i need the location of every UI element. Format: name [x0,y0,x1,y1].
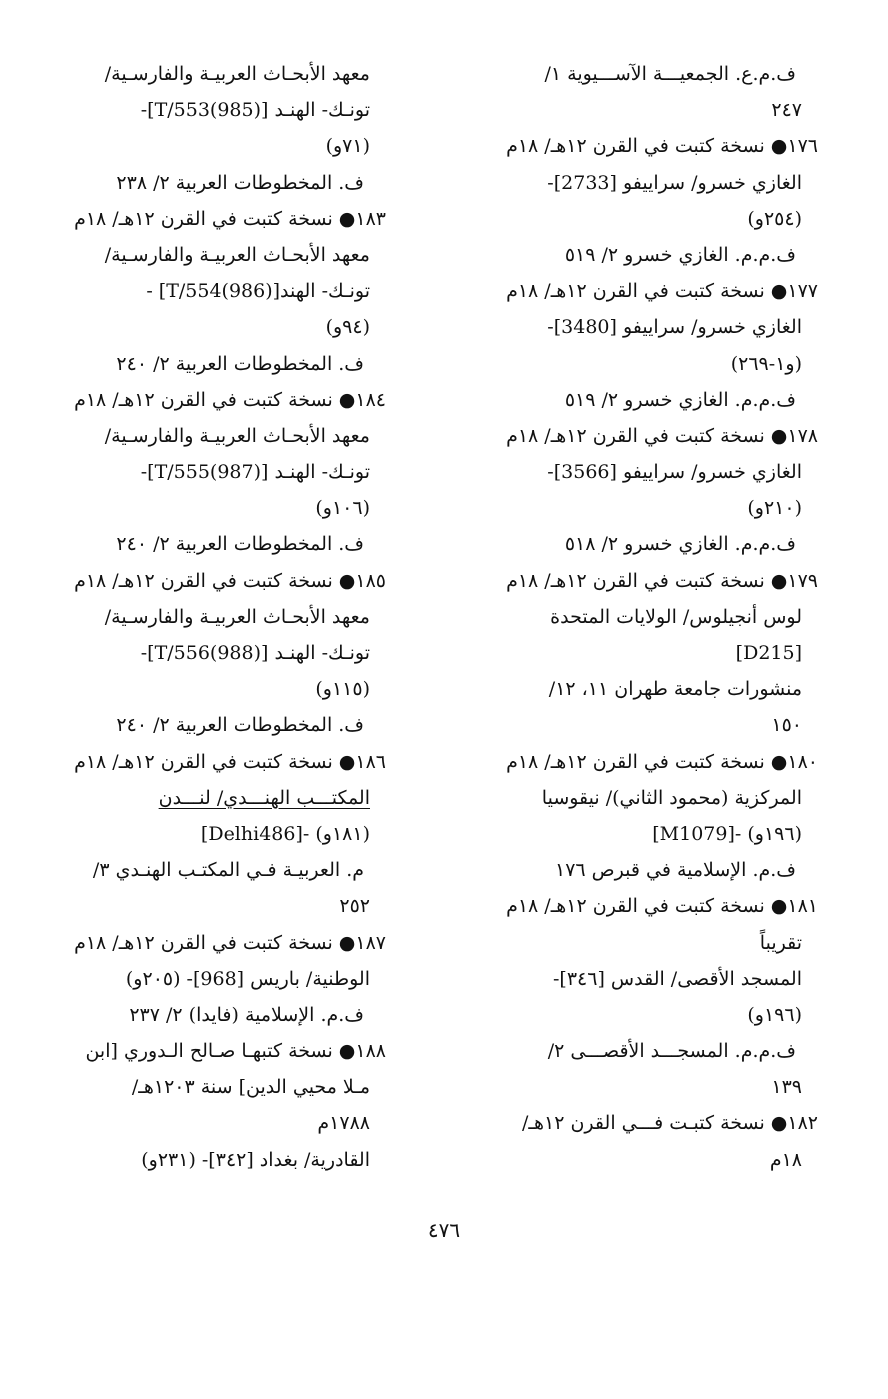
text-line: ٢٥٢ [339,895,370,918]
text-line: الوطنية/ باريس [968]- (٢٠٥و) [125,967,370,990]
text-line: ١٨م [769,1148,802,1171]
text-line: ف. المخطوطات العربية ٢/ ٢٤٠ [116,352,364,375]
text-line: المسجد الأقصى/ القدس [٣٤٦]- [553,967,802,990]
text-line: تونـك- الهنـد [T/555(987)]- [140,461,370,484]
text-line: ١٥٠ [771,714,802,737]
text-line: ف. المخطوطات العربية ٢/ ٢٤٠ [116,714,364,737]
text-line: القادرية/ بغداد [٣٤٢]- (٢٣١و) [141,1148,370,1171]
text-line: (١٠٦و) [315,497,370,520]
text-line: ١٨٧● نسخة كتبت في القرن ١٢هـ/ ١٨م [74,931,386,954]
text-line: ١٨١● نسخة كتبت في القرن ١٢هـ/ ١٨م [506,895,818,918]
text-line: الغازي خسرو/ سراييفو [3566]- [547,461,802,484]
text-line: الغازي خسرو/ سراييفو [3480]- [547,316,802,339]
text-line: (١٩٦و) [747,1003,802,1026]
text-line: تقريباً [759,931,802,954]
text-line: (٩٤و) [325,316,370,339]
text-line: ١٣٩ [771,1076,802,1099]
text-line: ١٨٣● نسخة كتبت في القرن ١٢هـ/ ١٨م [74,207,386,230]
text-line: ف.م.م. الغازي خسرو ٢/ ٥١٨ [564,533,796,556]
text-line: تونـك- الهنـد [T/556(988)]- [140,642,370,664]
left-column [46,56,386,1178]
text-line: ف.م.ع. الجمعيـــة الآســـيوية ١/ [544,63,796,85]
page-number: ٤٧٦ [427,1218,461,1242]
text-line: ١٨٦● نسخة كتبت في القرن ١٢هـ/ ١٨م [74,750,386,773]
text-line: ١٧٩● نسخة كتبت في القرن ١٢هـ/ ١٨م [506,569,818,592]
text-line: تونـك- الهند[T/554(986)] - [146,280,370,303]
text-line: تونـك- الهنـد [T/553(985)]- [140,99,370,122]
text-line: ١٨٤● نسخة كتبت في القرن ١٢هـ/ ١٨م [74,388,386,411]
text-line: [D215] [735,642,802,664]
text-line: ف. المخطوطات العربية ٢/ ٢٤٠ [116,533,364,556]
text-line: ١٨٥● نسخة كتبت في القرن ١٢هـ/ ١٨م [74,569,386,592]
text-line: معهد الأبحـاث العربيـة والفارسـية/ [104,605,370,628]
text-line: لوس أنجيلوس/ الولايات المتحدة [550,605,802,628]
text-line: (١١٥و) [315,678,370,701]
text-line: ف. المخطوطات العربية ٢/ ٢٣٨ [116,171,364,194]
text-line: ١٨٨● نسخة كتبهـا صـالح الـدوري [ابن [85,1040,386,1063]
text-line: ١٧٦● نسخة كتبت في القرن ١٢هـ/ ١٨م [506,135,818,158]
text-line: الغازي خسرو/ سراييفو [2733]- [547,171,802,194]
text-line: ف.م.م. الغازي خسرو ٢/ ٥١٩ [564,243,796,266]
text-line: المكتـــب الهنـــدي/ لنـــدن [158,786,370,809]
text-line: منشورات جامعة طهران ١١، ١٢/ [548,678,802,701]
text-line: (٢١٠و) [747,497,802,520]
text-line: [M1079]- (١٩٦و) [652,822,802,845]
text-line: معهد الأبحـاث العربيـة والفارسـية/ [104,243,370,266]
text-line: معهد الأبحـاث العربيـة والفارسـية/ [104,63,370,85]
text-line: ف.م. الإسلامية (فايدا) ٢/ ٢٣٧ [129,1003,364,1026]
text-line: ١٧٨● نسخة كتبت في القرن ١٢هـ/ ١٨م [506,424,818,447]
text-line: م. العربيـة فـي المكتـب الهنـدي ٣/ [92,859,364,882]
text-line: معهد الأبحـاث العربيـة والفارسـية/ [104,424,370,447]
text-line: ١٨٢● نسخة كتبـت فـــي القرن ١٢هـ/ [522,1112,818,1135]
text-line: مـلا محيي الدين] سنة ١٢٠٣هـ/ [131,1076,370,1099]
text-line: ف.م.م. المسجـــد الأقصـــى ٢/ [547,1040,796,1063]
text-line: ف.م.م. الغازي خسرو ٢/ ٥١٩ [564,388,796,411]
text-line: (٧١و) [325,135,370,158]
text-line: ١٧٧● نسخة كتبت في القرن ١٢هـ/ ١٨م [506,280,818,303]
text-line: (و١-٢٦٩) [730,352,802,375]
text-line: ف.م. الإسلامية في قبرص ١٧٦ [555,859,796,882]
text-line: (٢٥٤و) [747,207,802,230]
text-line: المركزية (محمود الثاني)/ نيقوسيا [541,786,802,809]
text-line: ١٨٠● نسخة كتبت في القرن ١٢هـ/ ١٨م [506,750,818,773]
text-line: ١٧٨٨م [317,1112,370,1135]
text-line: ٢٤٧ [771,99,802,122]
text-line: [Delhi486]- (١٨١و) [200,822,370,845]
right-column [478,56,818,1178]
